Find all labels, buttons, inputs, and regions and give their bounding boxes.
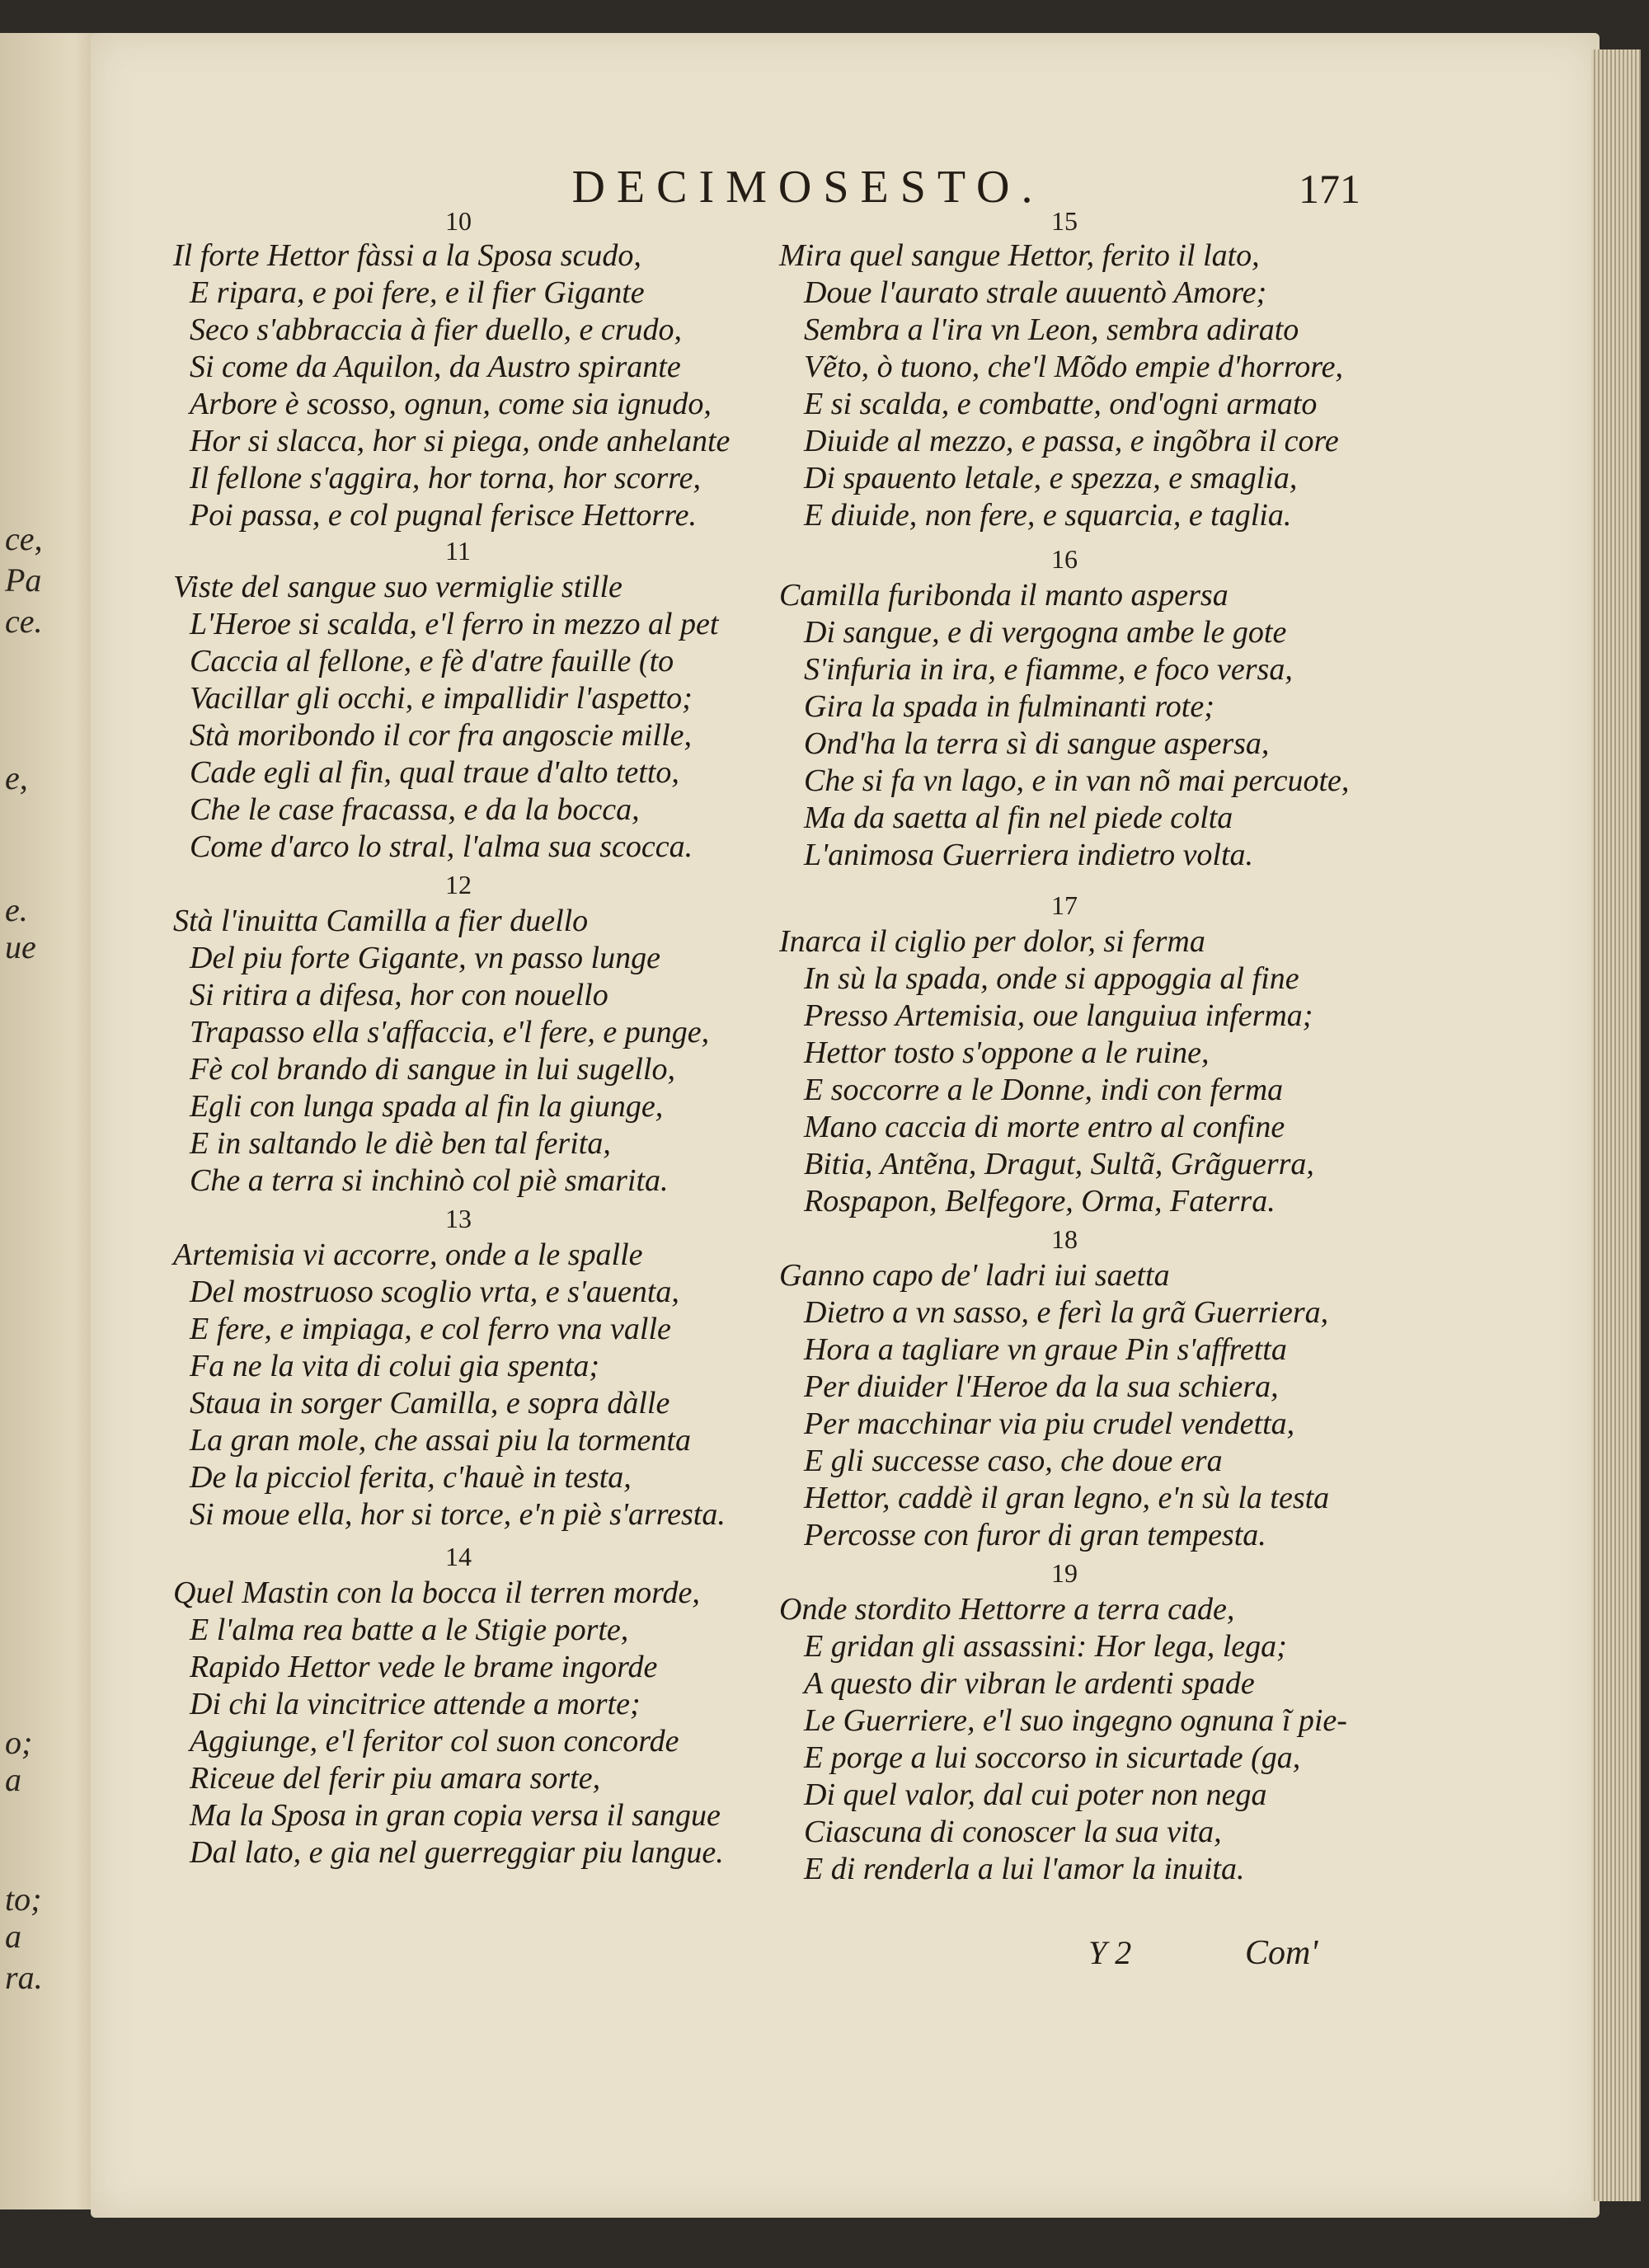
- verse-line: Hora a tagliare vn graue Pin s'affretta: [804, 1332, 1287, 1367]
- verse-line: Quel Mastin con la bocca il terren morde,: [173, 1575, 700, 1610]
- stanza-number: 15: [1051, 206, 1078, 236]
- verse-line: Bitia, Antẽna, Dragut, Sultã, Grãguerra,: [804, 1147, 1314, 1181]
- left-page-fragment: ce.: [5, 603, 43, 640]
- verse-line: Si ritira a difesa, hor con nouello: [190, 978, 608, 1012]
- verse-line: Cade egli al fin, qual traue d'alto tetto,: [190, 755, 679, 790]
- verse-line: Per macchinar via piu crudel vendetta,: [804, 1406, 1295, 1441]
- verse-line: E soccorre a le Donne, indi con ferma: [804, 1073, 1284, 1107]
- verse-line: Dietro a vn sasso, e ferì la grã Guerriera,: [804, 1295, 1329, 1330]
- verse-line: Ond'ha la terra sì di sangue aspersa,: [804, 726, 1270, 761]
- verse-line: Riceue del ferir piu amara sorte,: [190, 1761, 601, 1796]
- running-head: DECIMOSESTO.: [571, 162, 1045, 213]
- verse-line: Per diuider l'Heroe da la sua schiera,: [804, 1369, 1279, 1404]
- verse-line: Aggiunge, e'l feritor col suon concorde: [190, 1724, 679, 1759]
- verse-line: Poi passa, e col pugnal ferisce Hettorre.: [190, 498, 697, 533]
- verse-line: Mano caccia di morte entro al confine: [804, 1110, 1285, 1144]
- verse-line: Sembra a l'ira vn Leon, sembra adirato: [804, 312, 1299, 347]
- verse-line: Percosse con furor di gran tempesta.: [804, 1518, 1266, 1552]
- verse-line: Hettor, caddè il gran legno, e'n sù la testa: [804, 1481, 1330, 1515]
- left-page-fragment: ra.: [5, 1959, 43, 1996]
- verse-line: Onde stordito Hettorre a terra cade,: [779, 1592, 1235, 1627]
- signature-mark: Y 2: [1088, 1934, 1132, 1971]
- verse-line: Presso Artemisia, oue languiua inferma;: [804, 998, 1313, 1033]
- verse-line: Di spauento letale, e spezza, e smaglia,: [804, 461, 1298, 495]
- verse-line: A questo dir vibran le ardenti spade: [804, 1666, 1255, 1701]
- verse-line: Camilla furibonda il manto aspersa: [779, 578, 1229, 613]
- verse-line: L'animosa Guerriera indietro volta.: [804, 838, 1254, 872]
- stanza-number: 11: [445, 536, 471, 566]
- verse-line: E fere, e impiaga, e col ferro vna valle: [190, 1312, 671, 1346]
- verse-line: Rapido Hettor vede le brame ingorde: [190, 1650, 658, 1684]
- verse-line: E di renderla a lui l'amor la inuita.: [804, 1852, 1245, 1886]
- page-stack-edge: [1591, 49, 1641, 2201]
- stanza-number: 12: [445, 870, 472, 899]
- verse-line: Vẽto, ò tuono, che'l Mõdo empie d'horrore,: [804, 350, 1344, 384]
- stanza-number: 18: [1051, 1224, 1078, 1254]
- page-number: 171: [1299, 166, 1360, 212]
- verse-line: Caccia al fellone, e fè d'atre fauille (to: [190, 644, 674, 679]
- stanza-number: 14: [445, 1542, 472, 1571]
- verse-line: Che si fa vn lago, e in van nõ mai percuote,: [804, 763, 1350, 798]
- left-page-fragment: a: [5, 1918, 21, 1955]
- verse-line: Viste del sangue suo vermiglie stille: [173, 570, 622, 604]
- verse-line: Mira quel sangue Hettor, ferito il lato,: [779, 238, 1260, 273]
- verse-line: Arbore è scosso, ognun, come sia ignudo,: [190, 387, 712, 421]
- verse-line: Di sangue, e di vergogna ambe le gote: [804, 615, 1287, 650]
- verse-line: E si scalda, e combatte, ond'ogni armato: [804, 387, 1318, 421]
- left-page-fragment: to;: [5, 1881, 42, 1918]
- left-page-fragment: a: [5, 1761, 21, 1798]
- verse-line: E gli successe caso, che doue era: [804, 1444, 1223, 1478]
- stanza-number: 19: [1051, 1558, 1078, 1588]
- verse-line: Il fellone s'aggira, hor torna, hor scorre,: [190, 461, 701, 495]
- verse-line: Inarca il ciglio per dolor, si ferma: [779, 924, 1205, 959]
- left-page-fragment: ce,: [5, 520, 43, 557]
- left-page-fragment: Pa: [5, 561, 42, 599]
- verse-line: E l'alma rea batte a le Stigie porte,: [190, 1613, 629, 1647]
- verse-line: Vacillar gli occhi, e impallidir l'aspetto;: [190, 681, 693, 716]
- verse-line: Ma la Sposa in gran copia versa il sangue: [190, 1798, 721, 1833]
- verse-line: Diuide al mezzo, e passa, e ingõbra il core: [804, 424, 1339, 458]
- stanza-number: 10: [445, 206, 472, 236]
- verse-line: De la picciol ferita, c'hauè in testa,: [190, 1460, 632, 1495]
- verse-line: La gran mole, che assai piu la tormenta: [190, 1423, 691, 1458]
- verse-line: Il forte Hettor fàssi a la Sposa scudo,: [173, 238, 641, 273]
- verse-line: E ripara, e poi fere, e il fier Gigante: [190, 275, 645, 310]
- verse-line: Che a terra si inchinò col piè smarita.: [190, 1163, 669, 1198]
- verse-line: Ma da saetta al fin nel piede colta: [804, 801, 1233, 835]
- verse-line: Hor si slacca, hor si piega, onde anhelante: [190, 424, 731, 458]
- verse-line: Ciascuna di conoscer la sua vita,: [804, 1815, 1222, 1849]
- verse-line: Trapasso ella s'affaccia, e'l fere, e punge,: [190, 1015, 710, 1049]
- verse-line: Rospapon, Belfegore, Orma, Faterra.: [804, 1184, 1276, 1219]
- verse-line: Che le case fracassa, e da la bocca,: [190, 792, 640, 827]
- verse-line: Doue l'aurato strale auuentò Amore;: [804, 275, 1267, 310]
- verse-line: Ganno capo de' ladri iui saetta: [779, 1258, 1170, 1293]
- verse-line: Fè col brando di sangue in lui sugello,: [190, 1052, 675, 1087]
- verse-line: Fa ne la vita di colui gia spenta;: [190, 1349, 600, 1383]
- verse-line: Stà l'inuitta Camilla a fier duello: [173, 904, 589, 938]
- verse-line: Del piu forte Gigante, vn passo lunge: [190, 941, 660, 975]
- verse-line: Dal lato, e gia nel guerreggiar piu langue.: [190, 1835, 724, 1870]
- verse-line: Seco s'abbraccia à fier duello, e crudo,: [190, 312, 682, 347]
- stanza-number: 13: [445, 1204, 472, 1233]
- verse-line: E in saltando le diè ben tal ferita,: [190, 1126, 611, 1161]
- verse-line: E diuide, non fere, e squarcia, e taglia.: [804, 498, 1292, 533]
- verse-line: Egli con lunga spada al fin la giunge,: [190, 1089, 664, 1124]
- verse-line: Hettor tosto s'oppone a le ruine,: [804, 1035, 1210, 1070]
- catchword: Com': [1245, 1934, 1318, 1972]
- stanza-number: 17: [1051, 890, 1078, 920]
- verse-line: Si moue ella, hor si torce, e'n piè s'arresta.: [190, 1497, 726, 1532]
- verse-line: S'infuria in ira, e fiamme, e foco versa,: [804, 652, 1293, 687]
- verse-line: L'Heroe si scalda, e'l ferro in mezzo al pet: [190, 607, 719, 641]
- verse-line: Del mostruoso scoglio vrta, e s'auenta,: [190, 1275, 679, 1309]
- verse-line: Si come da Aquilon, da Austro spirante: [190, 350, 681, 384]
- left-page-fragment: o;: [5, 1724, 33, 1761]
- verse-line: Gira la spada in fulminanti rote;: [804, 689, 1214, 724]
- verse-line: Come d'arco lo stral, l'alma sua scocca.: [190, 829, 693, 864]
- verse-line: Di chi la vincitrice attende a morte;: [190, 1687, 641, 1721]
- verse-line: In sù la spada, onde si appoggia al fine: [804, 961, 1299, 996]
- stanza-number: 16: [1051, 544, 1078, 574]
- left-page-fragment: ue: [5, 928, 36, 965]
- verse-line: Le Guerriere, e'l suo ingegno ognuna ĩ pie-: [804, 1703, 1347, 1738]
- verse-line: Di quel valor, dal cui poter non nega: [804, 1777, 1267, 1812]
- verse-line: E gridan gli assassini: Hor lega, lega;: [804, 1629, 1287, 1664]
- verse-line: Staua in sorger Camilla, e sopra dàlle: [190, 1386, 670, 1420]
- left-page-fragment: e.: [5, 891, 28, 928]
- verse-line: Artemisia vi accorre, onde a le spalle: [173, 1237, 643, 1272]
- left-page-fragment: e,: [5, 759, 28, 796]
- verse-line: Stà moribondo il cor fra angoscie mille,: [190, 718, 693, 753]
- verse-line: E porge a lui soccorso in sicurtade (ga,: [804, 1740, 1301, 1775]
